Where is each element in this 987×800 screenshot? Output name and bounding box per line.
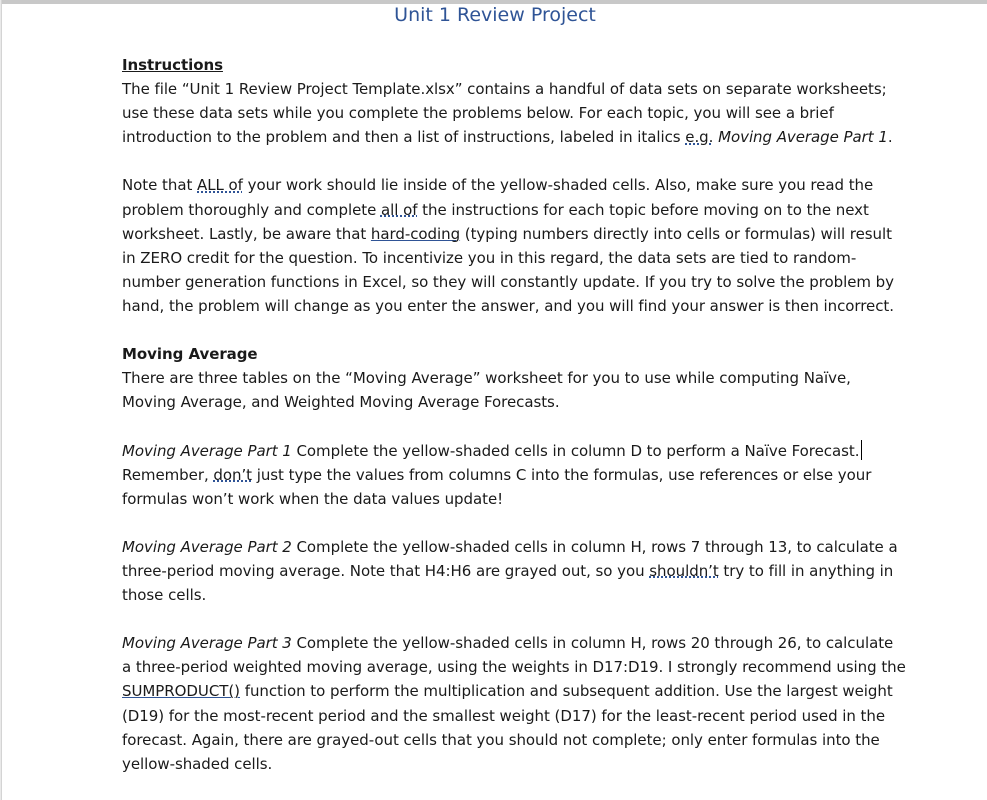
text-line[interactable]: worksheet. Lastly, be aware that hard-coding (typing numbers directly into cells or formulas) will result	[122, 224, 892, 243]
text-line[interactable]: Moving Average Part 2 Complete the yellow-shaded cells in column H, rows 7 through 13, to calculate a	[122, 537, 898, 556]
moving-average-heading[interactable]: Moving Average	[122, 345, 258, 364]
text-line[interactable]: Note that ALL of your work should lie inside of the yellow-shaded cells. Also, make sure you read the	[122, 176, 874, 195]
text-line[interactable]: Moving Average Part 3 Complete the yellow-shaded cells in column H, rows 20 through 26, to calculate	[122, 634, 894, 653]
text-line[interactable]: in ZERO credit for the question. To incentivize you in this regard, the data sets are tied to random-	[122, 248, 857, 267]
text-line[interactable]: problem thoroughly and complete all of the instructions for each topic before moving on to the next	[122, 200, 869, 219]
text-line[interactable]: Moving Average Part 1 Complete the yellow-shaded cells in column D to perform a Naïve Forecast.	[122, 439, 902, 463]
text-line[interactable]: yellow-shaded cells.	[122, 754, 273, 773]
text-line[interactable]: forecast. Again, there are grayed-out cells that you should not complete; only enter formulas into the	[122, 730, 880, 749]
text-line[interactable]: use these data sets while you complete the problems below. For each topic, you will see a brief	[122, 104, 834, 123]
text-line[interactable]: There are three tables on the “Moving Average” worksheet for you to use while computing Naïve,	[122, 369, 851, 388]
hard-coding-term: hard-coding	[370, 224, 461, 243]
text-line[interactable]: number generation functions in Excel, so they will constantly update. If you try to solve the problem by	[122, 272, 894, 291]
text-line[interactable]: formulas won’t work when the data values update!	[122, 489, 504, 508]
text-line[interactable]: SUMPRODUCT() function to perform the multiplication and subsequent addition. Use the largest weight	[122, 682, 893, 701]
grammar-flag-dont: don’t	[213, 465, 252, 484]
spelling-flag-eg: e.g.	[685, 128, 714, 147]
instructions-heading[interactable]: Instructions	[122, 56, 223, 74]
text-line[interactable]: hand, the problem will change as you enter the answer, and you will find your answer is then incorrect.	[122, 296, 894, 315]
text-line[interactable]: Moving Average, and Weighted Moving Average Forecasts.	[122, 393, 560, 412]
text-line[interactable]: introduction to the problem and then a list of instructions, labeled in italics e.g. Moving Average Part 1.	[122, 128, 893, 147]
grammar-flag-all-of-2: all of	[380, 200, 418, 219]
text-line[interactable]: a three-period weighted moving average, using the weights in D17:D19. I strongly recommend using the	[122, 658, 906, 677]
text-line[interactable]: three-period moving average. Note that H4:H6 are grayed out, so you shouldn’t try to fill in anything in	[122, 561, 894, 580]
document-page[interactable]	[1, 0, 987, 800]
grammar-flag-all-of: ALL of	[197, 176, 243, 195]
sumproduct-term: SUMPRODUCT()	[122, 682, 240, 701]
text-line[interactable]: Remember, don’t just type the values from columns C into the formulas, use references or else your	[122, 465, 872, 484]
text-line[interactable]: The file “Unit 1 Review Project Template.xlsx” contains a handful of data sets on separate worksheets;	[122, 80, 887, 99]
grammar-flag-shouldnt: shouldn’t	[649, 561, 719, 580]
document-title[interactable]: Unit 1 Review Project	[394, 4, 596, 26]
text-cursor	[861, 440, 862, 460]
document-body[interactable]	[122, 53, 906, 776]
text-line[interactable]: those cells.	[122, 586, 207, 605]
text-line[interactable]: (D19) for the most-recent period and the smallest weight (D17) for the least-recent period used in the	[122, 706, 886, 725]
